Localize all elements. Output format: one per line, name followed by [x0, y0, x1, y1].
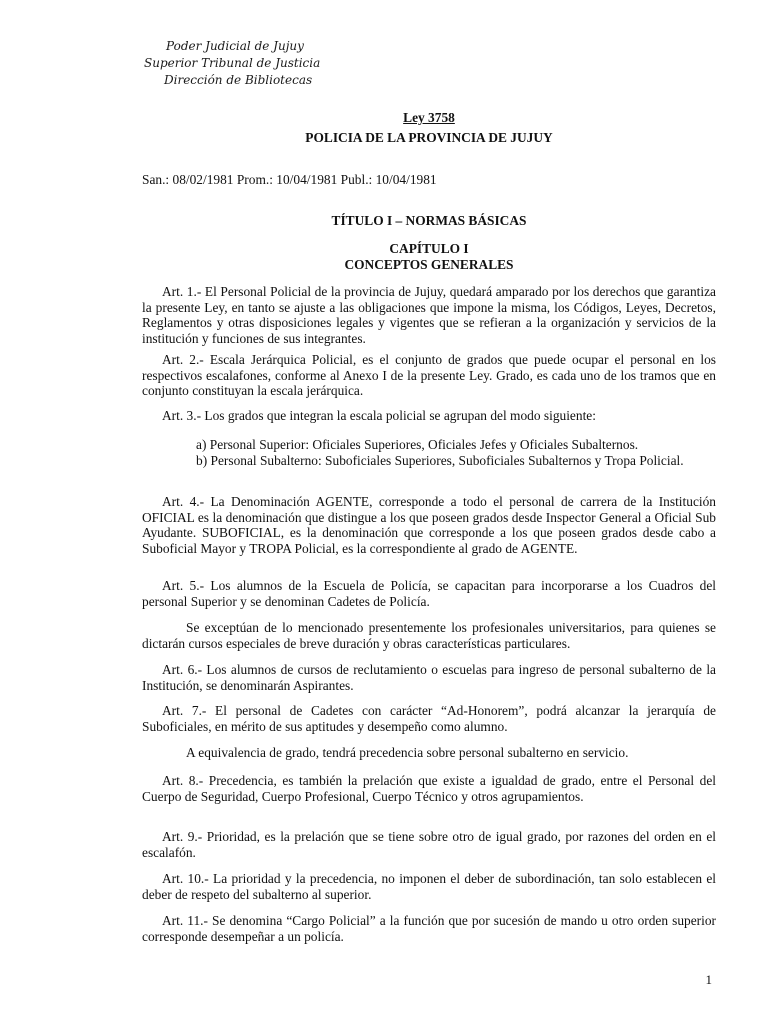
- article-7: Art. 7.- El personal de Cadetes con carácter “Ad-Honorem”, podrá alcanzar la jerarquía de Suboficiales, en mérito de sus aptitudes y desempeño como alumno.: [142, 703, 716, 734]
- article-3-item-a: a) Personal Superior: Oficiales Superiores, Oficiales Jefes y Oficiales Subalternos.: [196, 437, 639, 452]
- letterhead: [142, 38, 320, 89]
- article-10: Art. 10.- La prioridad y la precedencia, no imponen el deber de subordinación, tan solo establecen el deber de respeto del subalterno al superior.: [142, 871, 716, 902]
- article-11: Art. 11.- Se denomina “Cargo Policial” a la función que por sucesión de mando u otro orden superior corresponde desempeñar a un policía.: [142, 913, 716, 944]
- capitulo-heading: CAPÍTULO I: [389, 241, 469, 256]
- letterhead-line-3: Dirección de Bibliotecas: [164, 73, 313, 87]
- letterhead-line-1: Poder Judicial de Jujuy: [166, 39, 304, 53]
- law-title: POLICIA DE LA PROVINCIA DE JUJUY: [305, 130, 553, 145]
- article-2: Art. 2.- Escala Jerárquica Policial, es el conjunto de grados que puede ocupar el personal en los respectivos escalafones, conforme al Anexo I de la presente Ley. Grado, es cada uno de los tramos que en conjunto constituyan la escala jerárquica.: [142, 352, 716, 399]
- article-7-paragraph-2: A equivalencia de grado, tendrá precedencia sobre personal subalterno en servicio.: [186, 745, 629, 760]
- law-dates: San.: 08/02/1981 Prom.: 10/04/1981 Publ.: 10/04/1981: [142, 172, 437, 187]
- article-6: Art. 6.- Los alumnos de cursos de reclutamiento o escuelas para ingreso de personal subalterno de la Institución, se denominarán Aspirantes.: [142, 662, 716, 693]
- article-5-paragraph-2: Se exceptúan de lo mencionado presentemente los profesionales universitarios, para quienes se dictarán cursos especiales de breve duración y obras características particulares.: [142, 620, 716, 651]
- capitulo-name: CONCEPTOS GENERALES: [344, 257, 514, 272]
- article-5: Art. 5.- Los alumnos de la Escuela de Policía, se capacitan para incorporarse a los Cuadros del personal Superior y se denominan Cadetes de Policía.: [142, 578, 716, 609]
- article-8: Art. 8.- Precedencia, es también la prelación que existe a igualdad de grado, entre el Personal del Cuerpo de Seguridad, Cuerpo Profesional, Cuerpo Técnico y otros agrupamientos.: [142, 773, 716, 804]
- page-number: 1: [705, 972, 712, 987]
- article-3-item-b: b) Personal Subalterno: Suboficiales Superiores, Suboficiales Subalternos y Tropa Policial.: [196, 453, 684, 468]
- titulo-heading: TÍTULO I – NORMAS BÁSICAS: [331, 213, 527, 228]
- letterhead-line-2: Superior Tribunal de Justicia: [144, 56, 321, 70]
- article-9: Art. 9.- Prioridad, es la prelación que se tiene sobre otro de igual grado, por razones del orden en el escalafón.: [142, 829, 716, 860]
- article-4: Art. 4.- La Denominación AGENTE, corresponde a todo el personal de carrera de la Institución OFICIAL es la denominación que distingue a los que poseen grados desde Inspector General a Oficial Sub Ayudante. SUBOFICIAL, es la denominación que corresponde a los que poseen grados desde cabo a Suboficial Mayor y TROPA Policial, es la correspondiente al grado de AGENTE.: [142, 494, 716, 556]
- article-1: Art. 1.- El Personal Policial de la provincia de Jujuy, quedará amparado por los derechos que garantiza la presente Ley, en tanto se ajuste a las obligaciones que impone la misma, los Códigos, Leyes, Decretos, Reglamentos y otras disposiciones legales y vigentes que se refieran a la organización y servicios de la institución y funciones de sus integrantes.: [142, 284, 716, 346]
- article-3: Art. 3.- Los grados que integran la escala policial se agrupan del modo siguiente:: [162, 408, 596, 423]
- law-number: Ley 3758: [403, 110, 455, 125]
